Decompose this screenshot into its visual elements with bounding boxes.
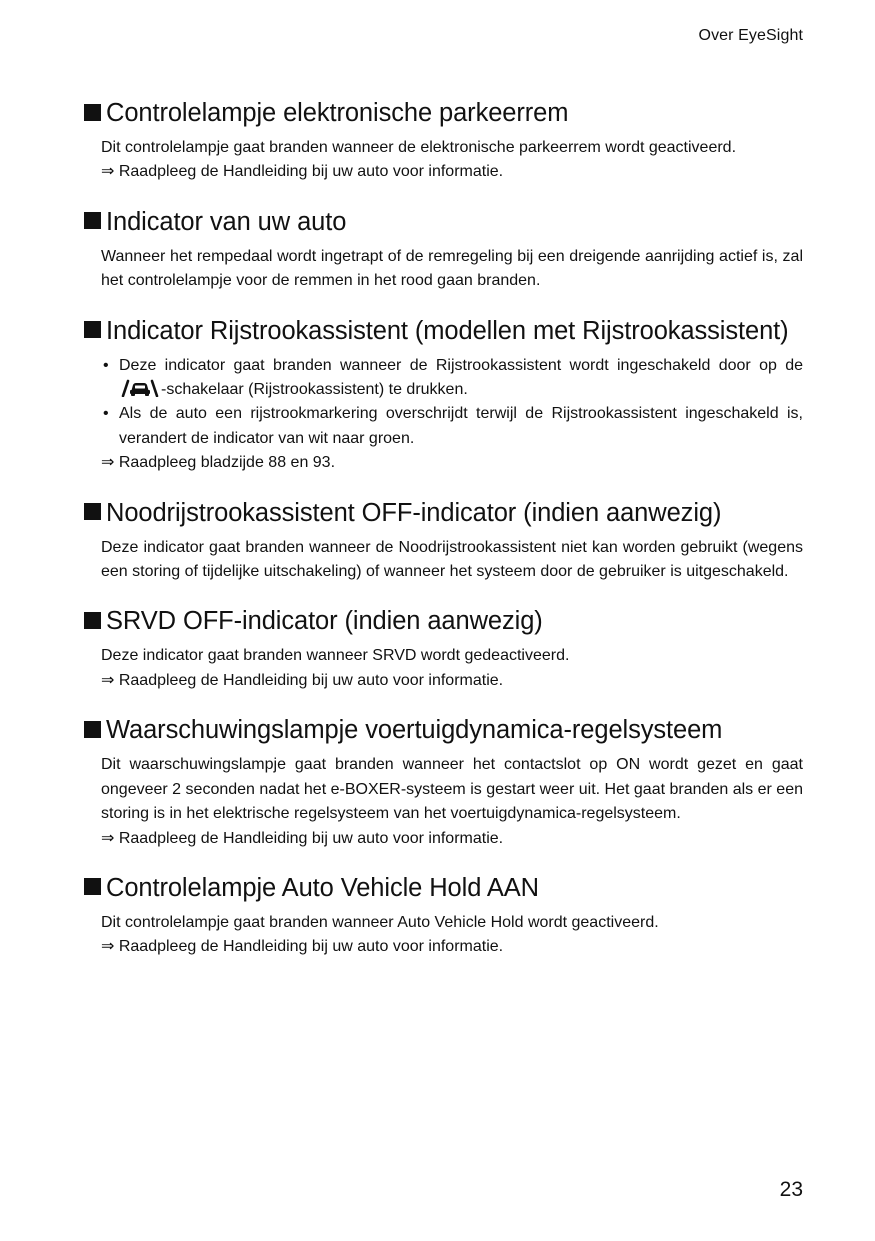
bullet-text: Deze indicator gaat branden wanneer de Rijstrookassistent wordt ingeschakeld door op de (119, 356, 803, 374)
bullet-text: -schakelaar (Rijstrookassistent) te drukken. (161, 381, 468, 399)
section-emergency-lane-assist (84, 498, 803, 585)
section-body (101, 354, 803, 476)
paragraph: Deze indicator gaat branden wanneer SRVD wordt gedeactiveerd. (101, 647, 570, 665)
section-auto-vehicle-hold (84, 873, 803, 960)
heading-square-icon (84, 321, 101, 338)
cross-reference: ⇒ Raadpleeg de Handleiding bij uw auto voor informatie. (101, 938, 504, 956)
section-srvd-off (84, 606, 803, 693)
paragraph: Dit controlelampje gaat branden wanneer de elektronische parkeerrem wordt geactiveerd. (101, 139, 737, 156)
bullet-dot: • (103, 405, 109, 423)
section-heading-text: Indicator Rijstrookassistent (modellen met Rijstrookassistent) (106, 316, 789, 345)
section-body (101, 753, 803, 851)
bullet-list (101, 354, 803, 452)
section-body (101, 245, 803, 294)
list-item (101, 354, 803, 403)
section-body (101, 136, 803, 185)
heading-square-icon (84, 212, 101, 229)
heading-square-icon (84, 878, 101, 895)
section-vehicle-indicator (84, 207, 803, 294)
heading-square-icon (84, 721, 101, 738)
cross-reference: ⇒ Raadpleeg de Handleiding bij uw auto voor informatie. (101, 163, 504, 181)
section-body (101, 911, 803, 960)
list-item (101, 402, 803, 451)
section-heading (84, 498, 803, 528)
section-heading (84, 873, 803, 903)
section-heading-text: Noodrijstrookassistent OFF-indicator (indien aanwezig) (106, 498, 722, 527)
heading-square-icon (84, 612, 101, 629)
cross-reference: ⇒ Raadpleeg de Handleiding bij uw auto voor informatie. (101, 671, 504, 689)
section-body (101, 644, 803, 693)
running-header: Over EyeSight (698, 27, 803, 44)
paragraph: Deze indicator gaat branden wanneer de Noodrijstrookassistent niet kan worden gebruikt (wegens een storing of tijdelijke uitschakeling) of wanneer het systeem door de gebruiker is uitgeschakeld. (101, 538, 803, 581)
cross-reference: ⇒ Raadpleeg de Handleiding bij uw auto voor informatie. (101, 829, 504, 847)
paragraph: Dit waarschuwingslampje gaat branden wanneer het contactslot op ON wordt gezet en gaat ongeveer 2 seconden nadat het e-BOXER-systeem is gestart weer uit. Het gaat branden als er een storing is in het elektrische regelsysteem van het voertuigdynamica-regelsysteem. (101, 756, 803, 823)
section-heading (84, 606, 803, 636)
section-parking-brake (84, 98, 803, 185)
bullet-text: Als de auto een rijstrookmarkering overschrijdt terwijl de Rijstrookassistent ingeschakeld is, verandert de indicator van wit naar groen. (119, 405, 803, 447)
section-heading-text: Waarschuwingslampje voertuigdynamica-regelsysteem (106, 716, 723, 745)
cross-reference: ⇒ Raadpleeg bladzijde 88 en 93. (101, 454, 336, 472)
paragraph: Dit controlelampje gaat branden wanneer Auto Vehicle Hold wordt geactiveerd. (101, 913, 659, 931)
heading-square-icon (84, 104, 101, 121)
paragraph: Wanneer het rempedaal wordt ingetrapt of de remregeling bij een dreigende aanrijding actief is, zal het controlelampje voor de remmen in het rood gaan branden. (101, 247, 803, 290)
page-content (84, 98, 803, 982)
section-vehicle-dynamics (84, 715, 803, 851)
page-number: 23 (779, 1178, 803, 1201)
heading-square-icon (84, 503, 101, 520)
section-heading (84, 207, 803, 237)
section-heading-text: Controlelampje elektronische parkeerrem (106, 99, 569, 127)
section-heading-text: Controlelampje Auto Vehicle Hold AAN (106, 873, 539, 902)
section-lane-assist (84, 316, 803, 476)
section-heading (84, 715, 803, 745)
section-heading-text: SRVD OFF-indicator (indien aanwezig) (106, 607, 543, 636)
section-body (101, 536, 803, 585)
section-heading (84, 98, 803, 128)
bullet-dot: • (103, 356, 109, 374)
lane-assist-icon (120, 379, 160, 397)
section-heading-text: Indicator van uw auto (106, 207, 347, 236)
section-heading (84, 316, 803, 346)
